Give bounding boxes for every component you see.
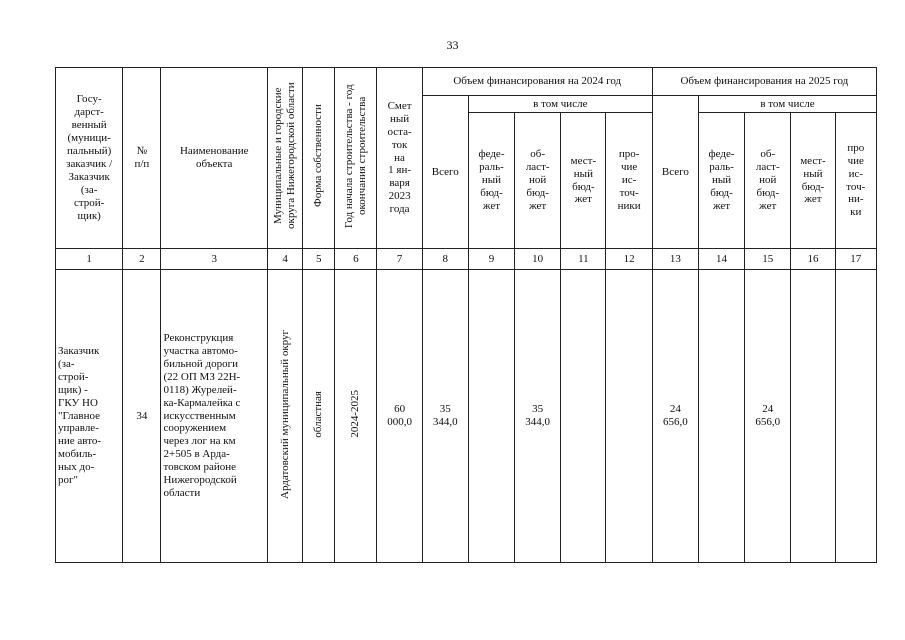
row-object-name: Реконструкция участка автомо- бильной дороги (22 ОП МЗ 22Н- 0118) Журелей- ка-Кармалейка с искусственным сооружением через лог на км 2+505 в Арда- товском районе Нижегородской области — [161, 270, 268, 563]
column-number: 16 — [791, 249, 835, 270]
column-number: 14 — [698, 249, 744, 270]
row-customer: Заказчик (за- строй- щик) - ГКУ НО "Главное управле- ние авто- мобиль- ных до- рог" — [56, 270, 123, 563]
header-local-2024: мест- ный бюд- жет — [561, 113, 606, 249]
row-local-2025 — [791, 270, 835, 563]
column-number: 11 — [561, 249, 606, 270]
column-number: 13 — [652, 249, 698, 270]
header-ownership: Форма собственности — [312, 104, 325, 208]
row-other-2024 — [606, 270, 652, 563]
column-number: 9 — [468, 249, 514, 270]
header-total-2025: Всего — [652, 96, 698, 249]
row-years: 2024-2025 — [349, 390, 362, 438]
header-financing-2025: Объем финансирования на 2025 год — [652, 68, 876, 96]
header-ownership-cell — [303, 68, 335, 249]
row-federal-2024 — [468, 270, 514, 563]
row-regional-2024: 35 344,0 — [515, 270, 561, 563]
row-ownership-cell — [303, 270, 335, 563]
header-other-2025: про чие ис- точ- ни- ки — [835, 113, 876, 249]
row-regional-2025: 24 656,0 — [745, 270, 791, 563]
header-customer: Госу- дарст- венный (муници- пальный) заказчик / Заказчик (за- строй- щик) — [56, 68, 123, 249]
header-estimated-remainder: Смет ный оста- ток на 1 ян- варя 2023 года — [377, 68, 422, 249]
row-ownership: областная — [312, 390, 325, 438]
row-other-2025 — [835, 270, 876, 563]
column-number-row — [56, 249, 877, 270]
row-municipal-cell — [267, 270, 302, 563]
table-row — [56, 270, 877, 563]
header-including-2025: в том числе — [698, 96, 876, 113]
column-number: 3 — [161, 249, 268, 270]
row-local-2024 — [561, 270, 606, 563]
row-total-2025: 24 656,0 — [652, 270, 698, 563]
header-total-2024: Всего — [422, 96, 468, 249]
header-federal-2025: феде- раль- ный бюд- жет — [698, 113, 744, 249]
header-including-2024: в том числе — [468, 96, 652, 113]
header-number: № п/п — [123, 68, 161, 249]
header-regional-2024: об- ласт- ной бюд- жет — [515, 113, 561, 249]
row-years-cell — [335, 270, 377, 563]
column-number: 12 — [606, 249, 652, 270]
row-federal-2025 — [698, 270, 744, 563]
header-years-cell — [335, 68, 377, 249]
column-number: 7 — [377, 249, 422, 270]
header-financing-2024: Объем финансирования на 2024 год — [422, 68, 652, 96]
financing-table — [55, 67, 877, 563]
column-number: 6 — [335, 249, 377, 270]
header-federal-2024: феде- раль- ный бюд- жет — [468, 113, 514, 249]
header-local-2025: мест- ный бюд- жет — [791, 113, 835, 249]
header-regional-2025: об- ласт- ной бюд- жет — [745, 113, 791, 249]
column-number: 1 — [56, 249, 123, 270]
header-object-name: Наименование объекта — [161, 68, 268, 249]
row-number: 34 — [123, 270, 161, 563]
column-number: 17 — [835, 249, 876, 270]
header-municipal: Муниципальные и городские округа Нижегородской области — [272, 82, 298, 230]
row-municipal: Ардатовский муниципальный округ — [278, 329, 291, 499]
column-number: 10 — [515, 249, 561, 270]
header-years: Год начала строительства - год окончания строительства — [342, 84, 368, 228]
column-number: 4 — [267, 249, 302, 270]
column-number: 5 — [303, 249, 335, 270]
row-total-2024: 35 344,0 — [422, 270, 468, 563]
header-other-2024: про- чие ис- точ- ники — [606, 113, 652, 249]
page-number: 33 — [446, 38, 459, 52]
column-number: 8 — [422, 249, 468, 270]
row-estimated-remainder: 60 000,0 — [377, 270, 422, 563]
column-number: 15 — [745, 249, 791, 270]
header-municipal-cell — [267, 68, 302, 249]
column-number: 2 — [123, 249, 161, 270]
